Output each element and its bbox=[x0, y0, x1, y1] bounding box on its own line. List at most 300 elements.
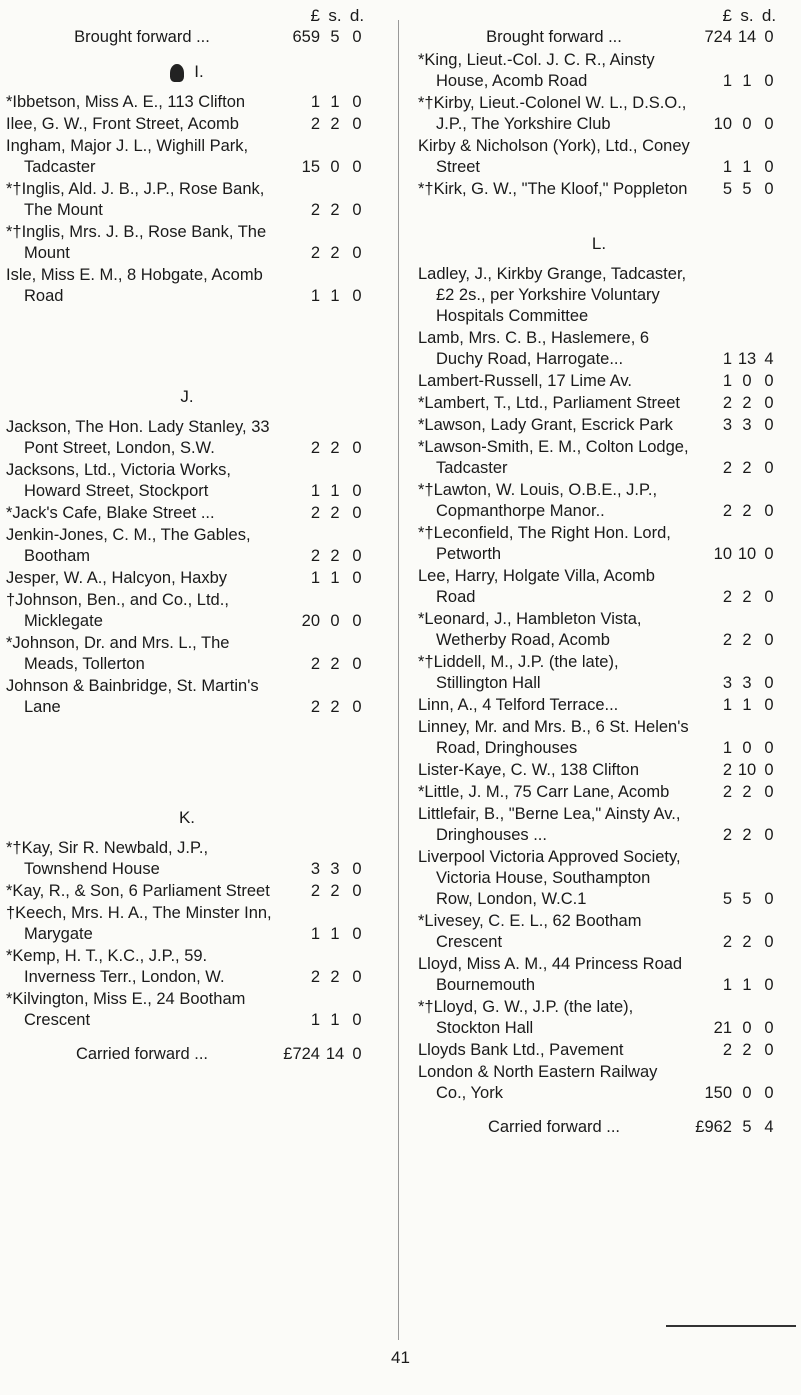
amount-pounds: 3 bbox=[310, 860, 320, 878]
subscriber-entry bbox=[418, 566, 780, 608]
subscriber-name-address: *†Inglis, Ald. J. B., J.P., Rose Bank, The Mount bbox=[6, 180, 265, 219]
brought-forward-pence: 0 bbox=[764, 28, 774, 46]
pounds-header: £ bbox=[722, 6, 732, 25]
amount bbox=[690, 544, 780, 565]
pounds-header: £ bbox=[310, 6, 320, 25]
subscriber-entry bbox=[6, 946, 368, 988]
amount-shillings: 5 bbox=[742, 890, 752, 908]
amount-pence: 0 bbox=[764, 631, 774, 649]
subscriber-list-l bbox=[418, 264, 780, 1104]
brought-forward-label: Brought forward ... bbox=[486, 28, 622, 46]
brought-forward-pence: 0 bbox=[352, 28, 362, 46]
subscriber-entry bbox=[418, 371, 780, 392]
amount-pence: 0 bbox=[352, 115, 362, 133]
amount-pounds: 1 bbox=[310, 1011, 320, 1029]
pence-header: d. bbox=[349, 6, 365, 25]
subscriber-name-address: Lister-Kaye, C. W., 138 Clifton bbox=[418, 761, 640, 779]
amount-shillings: 3 bbox=[742, 416, 752, 434]
subscriber-entry bbox=[6, 881, 368, 902]
subscriber-entry bbox=[6, 460, 368, 502]
amount-shillings: 1 bbox=[742, 72, 752, 90]
amount-shillings: 0 bbox=[742, 115, 752, 133]
amount-pounds: 3 bbox=[722, 674, 732, 692]
amount-pence: 0 bbox=[352, 93, 362, 111]
section-heading-j bbox=[6, 387, 368, 407]
brought-forward-pounds: 724 bbox=[704, 28, 732, 46]
amount-shillings: 3 bbox=[742, 674, 752, 692]
page-number: 41 bbox=[391, 1348, 410, 1367]
amount-pounds: 1 bbox=[722, 739, 732, 757]
subscriber-name-address: *†Kirby, Lieut.-Colonel W. L., D.S.O., J.P., The Yorkshire Club bbox=[418, 94, 687, 133]
amount-pounds: 2 bbox=[310, 201, 320, 219]
right-column bbox=[418, 6, 780, 1140]
amount bbox=[278, 568, 368, 589]
amount-pence: 0 bbox=[352, 504, 362, 522]
amount-pounds: 1 bbox=[722, 350, 732, 368]
subscriber-name-address: Lamb, Mrs. C. B., Haslemere, 6 Duchy Road, Harrogate... bbox=[418, 329, 650, 368]
subscriber-list-j bbox=[6, 417, 368, 718]
amount-pence: 0 bbox=[764, 1084, 774, 1102]
amount bbox=[278, 924, 368, 945]
carried-forward-shillings: 14 bbox=[325, 1045, 345, 1063]
amount-shillings: 2 bbox=[742, 1041, 752, 1059]
subscriber-name-address: Ladley, J., Kirkby Grange, Tadcaster, £2 2s., per Yorkshire Voluntary Hospitals Committee bbox=[418, 265, 687, 325]
amount bbox=[278, 967, 368, 988]
amount-pounds: 2 bbox=[310, 547, 320, 565]
amount-pence: 0 bbox=[352, 244, 362, 262]
amount bbox=[690, 932, 780, 953]
amount bbox=[690, 1040, 780, 1061]
subscriber-name-address: *Lambert, T., Ltd., Parliament Street bbox=[418, 394, 680, 412]
amount-pounds: 1 bbox=[310, 287, 320, 305]
amount-shillings: 2 bbox=[330, 115, 340, 133]
amount-pounds: 1 bbox=[310, 93, 320, 111]
subscriber-entry bbox=[418, 328, 780, 370]
amount-shillings: 1 bbox=[330, 93, 340, 111]
subscriber-entry bbox=[6, 179, 368, 221]
subscriber-entry bbox=[418, 136, 780, 178]
subscriber-list-i bbox=[6, 92, 368, 307]
amount bbox=[690, 889, 780, 910]
subscriber-entry bbox=[6, 114, 368, 135]
subscriber-entry bbox=[6, 590, 368, 632]
amount-shillings: 2 bbox=[330, 547, 340, 565]
subscriber-name-address: *†Lloyd, G. W., J.P. (the late), Stockton Hall bbox=[418, 998, 634, 1037]
subscriber-entry bbox=[6, 676, 368, 718]
amount-pounds: 1 bbox=[722, 158, 732, 176]
subscriber-entry bbox=[418, 695, 780, 716]
amount-pence: 0 bbox=[764, 976, 774, 994]
section-letter: I. bbox=[194, 62, 204, 81]
amount-pounds: 1 bbox=[310, 925, 320, 943]
subscriber-entry bbox=[6, 503, 368, 524]
amount bbox=[278, 481, 368, 502]
section-heading-i bbox=[6, 62, 368, 82]
subscriber-entry bbox=[418, 847, 780, 910]
amount-pence: 0 bbox=[764, 933, 774, 951]
amount-pounds: 1 bbox=[722, 372, 732, 390]
shillings-header: s. bbox=[740, 6, 754, 25]
subscriber-name-address: *Little, J. M., 75 Carr Lane, Acomb bbox=[418, 783, 670, 801]
amount-pence: 0 bbox=[764, 761, 774, 779]
amount-pounds: 20 bbox=[301, 612, 320, 630]
subscriber-name-address: Jackson, The Hon. Lady Stanley, 33 Pont Street, London, S.W. bbox=[6, 418, 270, 457]
subscriber-name-address: *Lawson-Smith, E. M., Colton Lodge, Tadcaster bbox=[418, 438, 689, 477]
amount bbox=[278, 546, 368, 567]
subscriber-entry bbox=[418, 415, 780, 436]
amount-pounds: 1 bbox=[310, 482, 320, 500]
amount-shillings: 2 bbox=[330, 882, 340, 900]
amount-pounds: 2 bbox=[310, 882, 320, 900]
brought-forward bbox=[418, 28, 780, 50]
carried-forward-pence: 0 bbox=[352, 1045, 362, 1063]
subscriber-entry bbox=[418, 1062, 780, 1104]
subscriber-name-address: †Johnson, Ben., and Co., Ltd., Micklegate bbox=[6, 591, 229, 630]
amount bbox=[690, 114, 780, 135]
amount-pounds: 2 bbox=[722, 502, 732, 520]
subscriber-name-address: *Leonard, J., Hambleton Vista, Wetherby Road, Acomb bbox=[418, 610, 642, 649]
amount-shillings: 1 bbox=[330, 569, 340, 587]
amount-shillings: 2 bbox=[330, 655, 340, 673]
amount-shillings: 2 bbox=[330, 698, 340, 716]
ink-blot bbox=[170, 64, 184, 82]
amount-shillings: 1 bbox=[330, 925, 340, 943]
section-letter: J. bbox=[180, 387, 194, 406]
amount bbox=[690, 371, 780, 392]
amount-pounds: 2 bbox=[310, 698, 320, 716]
subscriber-name-address: *Ibbetson, Miss A. E., 113 Clifton bbox=[6, 93, 246, 111]
amount-pounds: 2 bbox=[722, 761, 732, 779]
amount-pounds: 2 bbox=[310, 244, 320, 262]
amount-shillings: 2 bbox=[742, 588, 752, 606]
amount-pence: 0 bbox=[352, 698, 362, 716]
amount-pence: 0 bbox=[764, 588, 774, 606]
subscriber-name-address: Lee, Harry, Holgate Villa, Acomb Road bbox=[418, 567, 655, 606]
amount-pence: 0 bbox=[352, 860, 362, 878]
amount bbox=[690, 975, 780, 996]
amount-pence: 4 bbox=[764, 350, 774, 368]
amount-pounds: 2 bbox=[722, 588, 732, 606]
section-letter: L. bbox=[591, 234, 607, 253]
amount-pence: 0 bbox=[764, 783, 774, 801]
subscriber-name-address: Ilee, G. W., Front Street, Acomb bbox=[6, 115, 239, 133]
left-column bbox=[6, 6, 368, 1067]
amount-pounds: 2 bbox=[722, 631, 732, 649]
subscriber-name-address: *†Leconfield, The Right Hon. Lord, Petworth bbox=[418, 524, 671, 563]
amount bbox=[278, 654, 368, 675]
currency-header bbox=[418, 6, 780, 28]
amount bbox=[278, 438, 368, 459]
amount bbox=[278, 611, 368, 632]
amount bbox=[278, 157, 368, 178]
carried-forward bbox=[418, 1118, 780, 1140]
amount-shillings: 1 bbox=[330, 482, 340, 500]
subscriber-entry bbox=[418, 523, 780, 565]
amount-pounds: 150 bbox=[704, 1084, 732, 1102]
amount-pence: 0 bbox=[352, 569, 362, 587]
subscriber-entry bbox=[418, 652, 780, 694]
subscriber-entry bbox=[418, 609, 780, 651]
amount-pence: 0 bbox=[764, 72, 774, 90]
amount bbox=[278, 200, 368, 221]
amount-pence: 0 bbox=[764, 826, 774, 844]
subscriber-name-address: Ingham, Major J. L., Wighill Park, Tadcaster bbox=[6, 137, 249, 176]
amount-shillings: 0 bbox=[330, 612, 340, 630]
carried-forward-shillings: 5 bbox=[742, 1118, 752, 1136]
subscriber-name-address: Littlefair, B., "Berne Lea," Ainsty Av., Dringhouses ... bbox=[418, 805, 681, 844]
amount-pence: 0 bbox=[764, 890, 774, 908]
subscriber-entry bbox=[418, 93, 780, 135]
subscriber-name-address: Isle, Miss E. M., 8 Hobgate, Acomb Road bbox=[6, 266, 263, 305]
subscriber-name-address: Liverpool Victoria Approved Society, Victoria House, Southampton Row, London, W.C.1 bbox=[418, 848, 681, 908]
subscriber-name-address: Jenkin-Jones, C. M., The Gables, Bootham bbox=[6, 526, 251, 565]
amount-pounds: 1 bbox=[722, 72, 732, 90]
amount bbox=[690, 738, 780, 759]
subscriber-entry bbox=[6, 903, 368, 945]
subscriber-name-address: *Lawson, Lady Grant, Escrick Park bbox=[418, 416, 673, 434]
amount-pounds: 3 bbox=[722, 416, 732, 434]
amount-pounds: 1 bbox=[310, 569, 320, 587]
subscriber-name-address: *Kilvington, Miss E., 24 Bootham Crescent bbox=[6, 990, 246, 1029]
amount bbox=[278, 697, 368, 718]
amount bbox=[690, 179, 780, 200]
subscriber-entry bbox=[418, 760, 780, 781]
section-heading-k bbox=[6, 808, 368, 828]
brought-forward-shillings: 14 bbox=[737, 28, 757, 46]
amount-pence: 0 bbox=[352, 1011, 362, 1029]
subscriber-entry bbox=[6, 136, 368, 178]
amount-pounds: 2 bbox=[722, 459, 732, 477]
subscriber-name-address: †Keech, Mrs. H. A., The Minster Inn, Marygate bbox=[6, 904, 272, 943]
subscriber-entry bbox=[6, 525, 368, 567]
amount bbox=[690, 1083, 780, 1104]
amount-pence: 0 bbox=[352, 482, 362, 500]
amount-pence: 0 bbox=[352, 655, 362, 673]
subscriber-entry bbox=[418, 393, 780, 414]
amount bbox=[690, 695, 780, 716]
brought-forward-pounds: 659 bbox=[292, 28, 320, 46]
subscriber-list-k bbox=[6, 838, 368, 1031]
amount-shillings: 5 bbox=[742, 180, 752, 198]
amount-pence: 0 bbox=[764, 372, 774, 390]
amount bbox=[690, 393, 780, 414]
amount-pence: 0 bbox=[764, 180, 774, 198]
subscriber-entry bbox=[6, 633, 368, 675]
amount-shillings: 2 bbox=[330, 244, 340, 262]
subscriber-name-address: *†Kay, Sir R. Newbald, J.P., Townshend House bbox=[6, 839, 209, 878]
amount-shillings: 2 bbox=[742, 783, 752, 801]
amount-pounds: 21 bbox=[713, 1019, 732, 1037]
carried-forward-label: Carried forward ... bbox=[487, 1118, 621, 1136]
amount bbox=[690, 630, 780, 651]
amount-shillings: 2 bbox=[330, 504, 340, 522]
amount-shillings: 0 bbox=[330, 158, 340, 176]
amount-pence: 0 bbox=[764, 1019, 774, 1037]
subscriber-entry bbox=[418, 1040, 780, 1061]
currency-header bbox=[6, 6, 368, 28]
subscriber-entry bbox=[418, 50, 780, 92]
subscriber-name-address: Lloyds Bank Ltd., Pavement bbox=[418, 1041, 624, 1059]
subscriber-name-address: Lambert-Russell, 17 Lime Av. bbox=[418, 372, 632, 390]
amount bbox=[690, 825, 780, 846]
amount-shillings: 1 bbox=[742, 976, 752, 994]
subscriber-name-address: *Kay, R., & Son, 6 Parliament Street bbox=[6, 882, 270, 900]
amount-pounds: 1 bbox=[722, 976, 732, 994]
subscriber-name-address: *Kemp, H. T., K.C., J.P., 59. Inverness Terr., London, W. bbox=[6, 947, 225, 986]
amount-pence: 0 bbox=[764, 739, 774, 757]
section-heading-l bbox=[418, 234, 780, 254]
amount-pounds: 2 bbox=[722, 394, 732, 412]
subscriber-name-address: Linn, A., 4 Telford Terrace... bbox=[418, 696, 619, 714]
shillings-header: s. bbox=[328, 6, 342, 25]
amount-pence: 0 bbox=[764, 545, 774, 563]
amount bbox=[278, 114, 368, 135]
amount-pounds: 2 bbox=[722, 933, 732, 951]
amount-pounds: 5 bbox=[722, 890, 732, 908]
amount-pence: 0 bbox=[764, 674, 774, 692]
amount-pounds: 1 bbox=[722, 696, 732, 714]
amount bbox=[690, 1018, 780, 1039]
amount-pence: 0 bbox=[764, 459, 774, 477]
amount-shillings: 2 bbox=[742, 826, 752, 844]
section-letter: K. bbox=[178, 808, 196, 827]
amount-pounds: 2 bbox=[310, 655, 320, 673]
subscriber-entry bbox=[418, 480, 780, 522]
amount-shillings: 1 bbox=[330, 287, 340, 305]
amount bbox=[690, 458, 780, 479]
amount-shillings: 0 bbox=[742, 1084, 752, 1102]
subscriber-entry bbox=[418, 997, 780, 1039]
amount bbox=[278, 503, 368, 524]
amount-shillings: 10 bbox=[737, 545, 757, 563]
amount bbox=[278, 243, 368, 264]
amount-pence: 0 bbox=[352, 882, 362, 900]
amount bbox=[278, 881, 368, 902]
carried-forward-label: Carried forward ... bbox=[75, 1045, 209, 1063]
amount-pence: 0 bbox=[352, 968, 362, 986]
amount bbox=[690, 673, 780, 694]
subscriber-entry bbox=[418, 911, 780, 953]
subscriber-entry bbox=[418, 437, 780, 479]
amount-pence: 0 bbox=[352, 158, 362, 176]
subscriber-name-address: *†Lawton, W. Louis, O.B.E., J.P., Copmanthorpe Manor.. bbox=[418, 481, 658, 520]
subscriber-name-address: Kirby & Nicholson (York), Ltd., Coney Street bbox=[418, 137, 690, 176]
amount-shillings: 1 bbox=[742, 158, 752, 176]
amount-shillings: 2 bbox=[742, 502, 752, 520]
amount-pence: 0 bbox=[352, 287, 362, 305]
amount-shillings: 2 bbox=[330, 968, 340, 986]
amount-pence: 0 bbox=[764, 696, 774, 714]
subscriber-name-address: Jacksons, Ltd., Victoria Works, Howard Street, Stockport bbox=[6, 461, 231, 500]
amount-pounds: 2 bbox=[722, 783, 732, 801]
amount-pence: 0 bbox=[352, 925, 362, 943]
subscriber-name-address: *Livesey, C. E. L., 62 Bootham Crescent bbox=[418, 912, 642, 951]
amount-pence: 0 bbox=[352, 201, 362, 219]
carried-forward-pounds: £724 bbox=[283, 1045, 320, 1063]
amount-pounds: 2 bbox=[722, 826, 732, 844]
amount-pence: 0 bbox=[764, 394, 774, 412]
amount-pence: 0 bbox=[764, 1041, 774, 1059]
subscriber-entry bbox=[418, 717, 780, 759]
subscriber-name-address: London & North Eastern Railway Co., York bbox=[418, 1063, 658, 1102]
amount-shillings: 2 bbox=[742, 459, 752, 477]
carried-forward-pounds: £962 bbox=[695, 1118, 732, 1136]
amount-shillings: 1 bbox=[742, 696, 752, 714]
subscriber-entry bbox=[6, 222, 368, 264]
subscriber-name-address: *Jack's Cafe, Blake Street ... bbox=[6, 504, 215, 522]
amount-pounds: 5 bbox=[722, 180, 732, 198]
subscriber-entry bbox=[6, 989, 368, 1031]
amount-pounds: 2 bbox=[310, 115, 320, 133]
amount-shillings: 10 bbox=[737, 761, 757, 779]
subscriber-entry bbox=[418, 804, 780, 846]
amount bbox=[690, 760, 780, 781]
amount-shillings: 2 bbox=[742, 394, 752, 412]
brought-forward-shillings: 5 bbox=[330, 28, 340, 46]
amount-pounds: 15 bbox=[301, 158, 320, 176]
amount bbox=[690, 782, 780, 803]
subscriber-name-address: Johnson & Bainbridge, St. Martin's Lane bbox=[6, 677, 259, 716]
amount-shillings: 13 bbox=[737, 350, 757, 368]
subscriber-name-address: *†Inglis, Mrs. J. B., Rose Bank, The Mount bbox=[6, 223, 267, 262]
carried-forward bbox=[6, 1045, 368, 1067]
amount-shillings: 3 bbox=[330, 860, 340, 878]
carried-forward-pence: 4 bbox=[764, 1118, 774, 1136]
amount-pence: 0 bbox=[352, 547, 362, 565]
subscriber-name-address: Lloyd, Miss A. M., 44 Princess Road Bournemouth bbox=[418, 955, 683, 994]
subscriber-name-address: *†Kirk, G. W., "The Kloof," Poppleton bbox=[418, 180, 688, 198]
amount-shillings: 0 bbox=[742, 739, 752, 757]
amount bbox=[690, 415, 780, 436]
subscriber-entry bbox=[6, 92, 368, 113]
amount bbox=[278, 1010, 368, 1031]
amount-pounds: 10 bbox=[713, 115, 732, 133]
amount bbox=[278, 286, 368, 307]
amount-shillings: 0 bbox=[742, 1019, 752, 1037]
subscriber-name-address: *†Liddell, M., J.P. (the late), Stillington Hall bbox=[418, 653, 619, 692]
amount-pounds: 2 bbox=[722, 1041, 732, 1059]
amount bbox=[690, 71, 780, 92]
subscriber-entry bbox=[418, 264, 780, 327]
subscriber-entry bbox=[418, 782, 780, 803]
amount-pence: 0 bbox=[352, 439, 362, 457]
subscriber-name-address: Linney, Mr. and Mrs. B., 6 St. Helen's Road, Dringhouses bbox=[418, 718, 689, 757]
amount-pounds: 2 bbox=[310, 968, 320, 986]
amount-shillings: 2 bbox=[742, 631, 752, 649]
brought-forward-label: Brought forward ... bbox=[74, 28, 210, 46]
subscriber-entry bbox=[6, 265, 368, 307]
amount-shillings: 2 bbox=[330, 439, 340, 457]
amount-shillings: 2 bbox=[330, 201, 340, 219]
subscriber-entry bbox=[418, 179, 780, 200]
amount-pounds: 2 bbox=[310, 504, 320, 522]
amount-pence: 0 bbox=[352, 612, 362, 630]
subscriber-name-address: *Johnson, Dr. and Mrs. L., The Meads, Tollerton bbox=[6, 634, 230, 673]
subscriber-list-k-cont bbox=[418, 50, 780, 200]
subscriber-entry bbox=[6, 417, 368, 459]
column-divider bbox=[398, 20, 399, 1340]
amount-pence: 0 bbox=[764, 416, 774, 434]
subscriber-name-address: Jesper, W. A., Halcyon, Haxby bbox=[6, 569, 228, 587]
amount-shillings: 2 bbox=[742, 933, 752, 951]
amount bbox=[278, 92, 368, 113]
subscriber-entry bbox=[6, 838, 368, 880]
amount bbox=[278, 859, 368, 880]
amount-pounds: 10 bbox=[713, 545, 732, 563]
amount-pence: 0 bbox=[764, 158, 774, 176]
pence-header: d. bbox=[761, 6, 777, 25]
amount bbox=[690, 349, 780, 370]
